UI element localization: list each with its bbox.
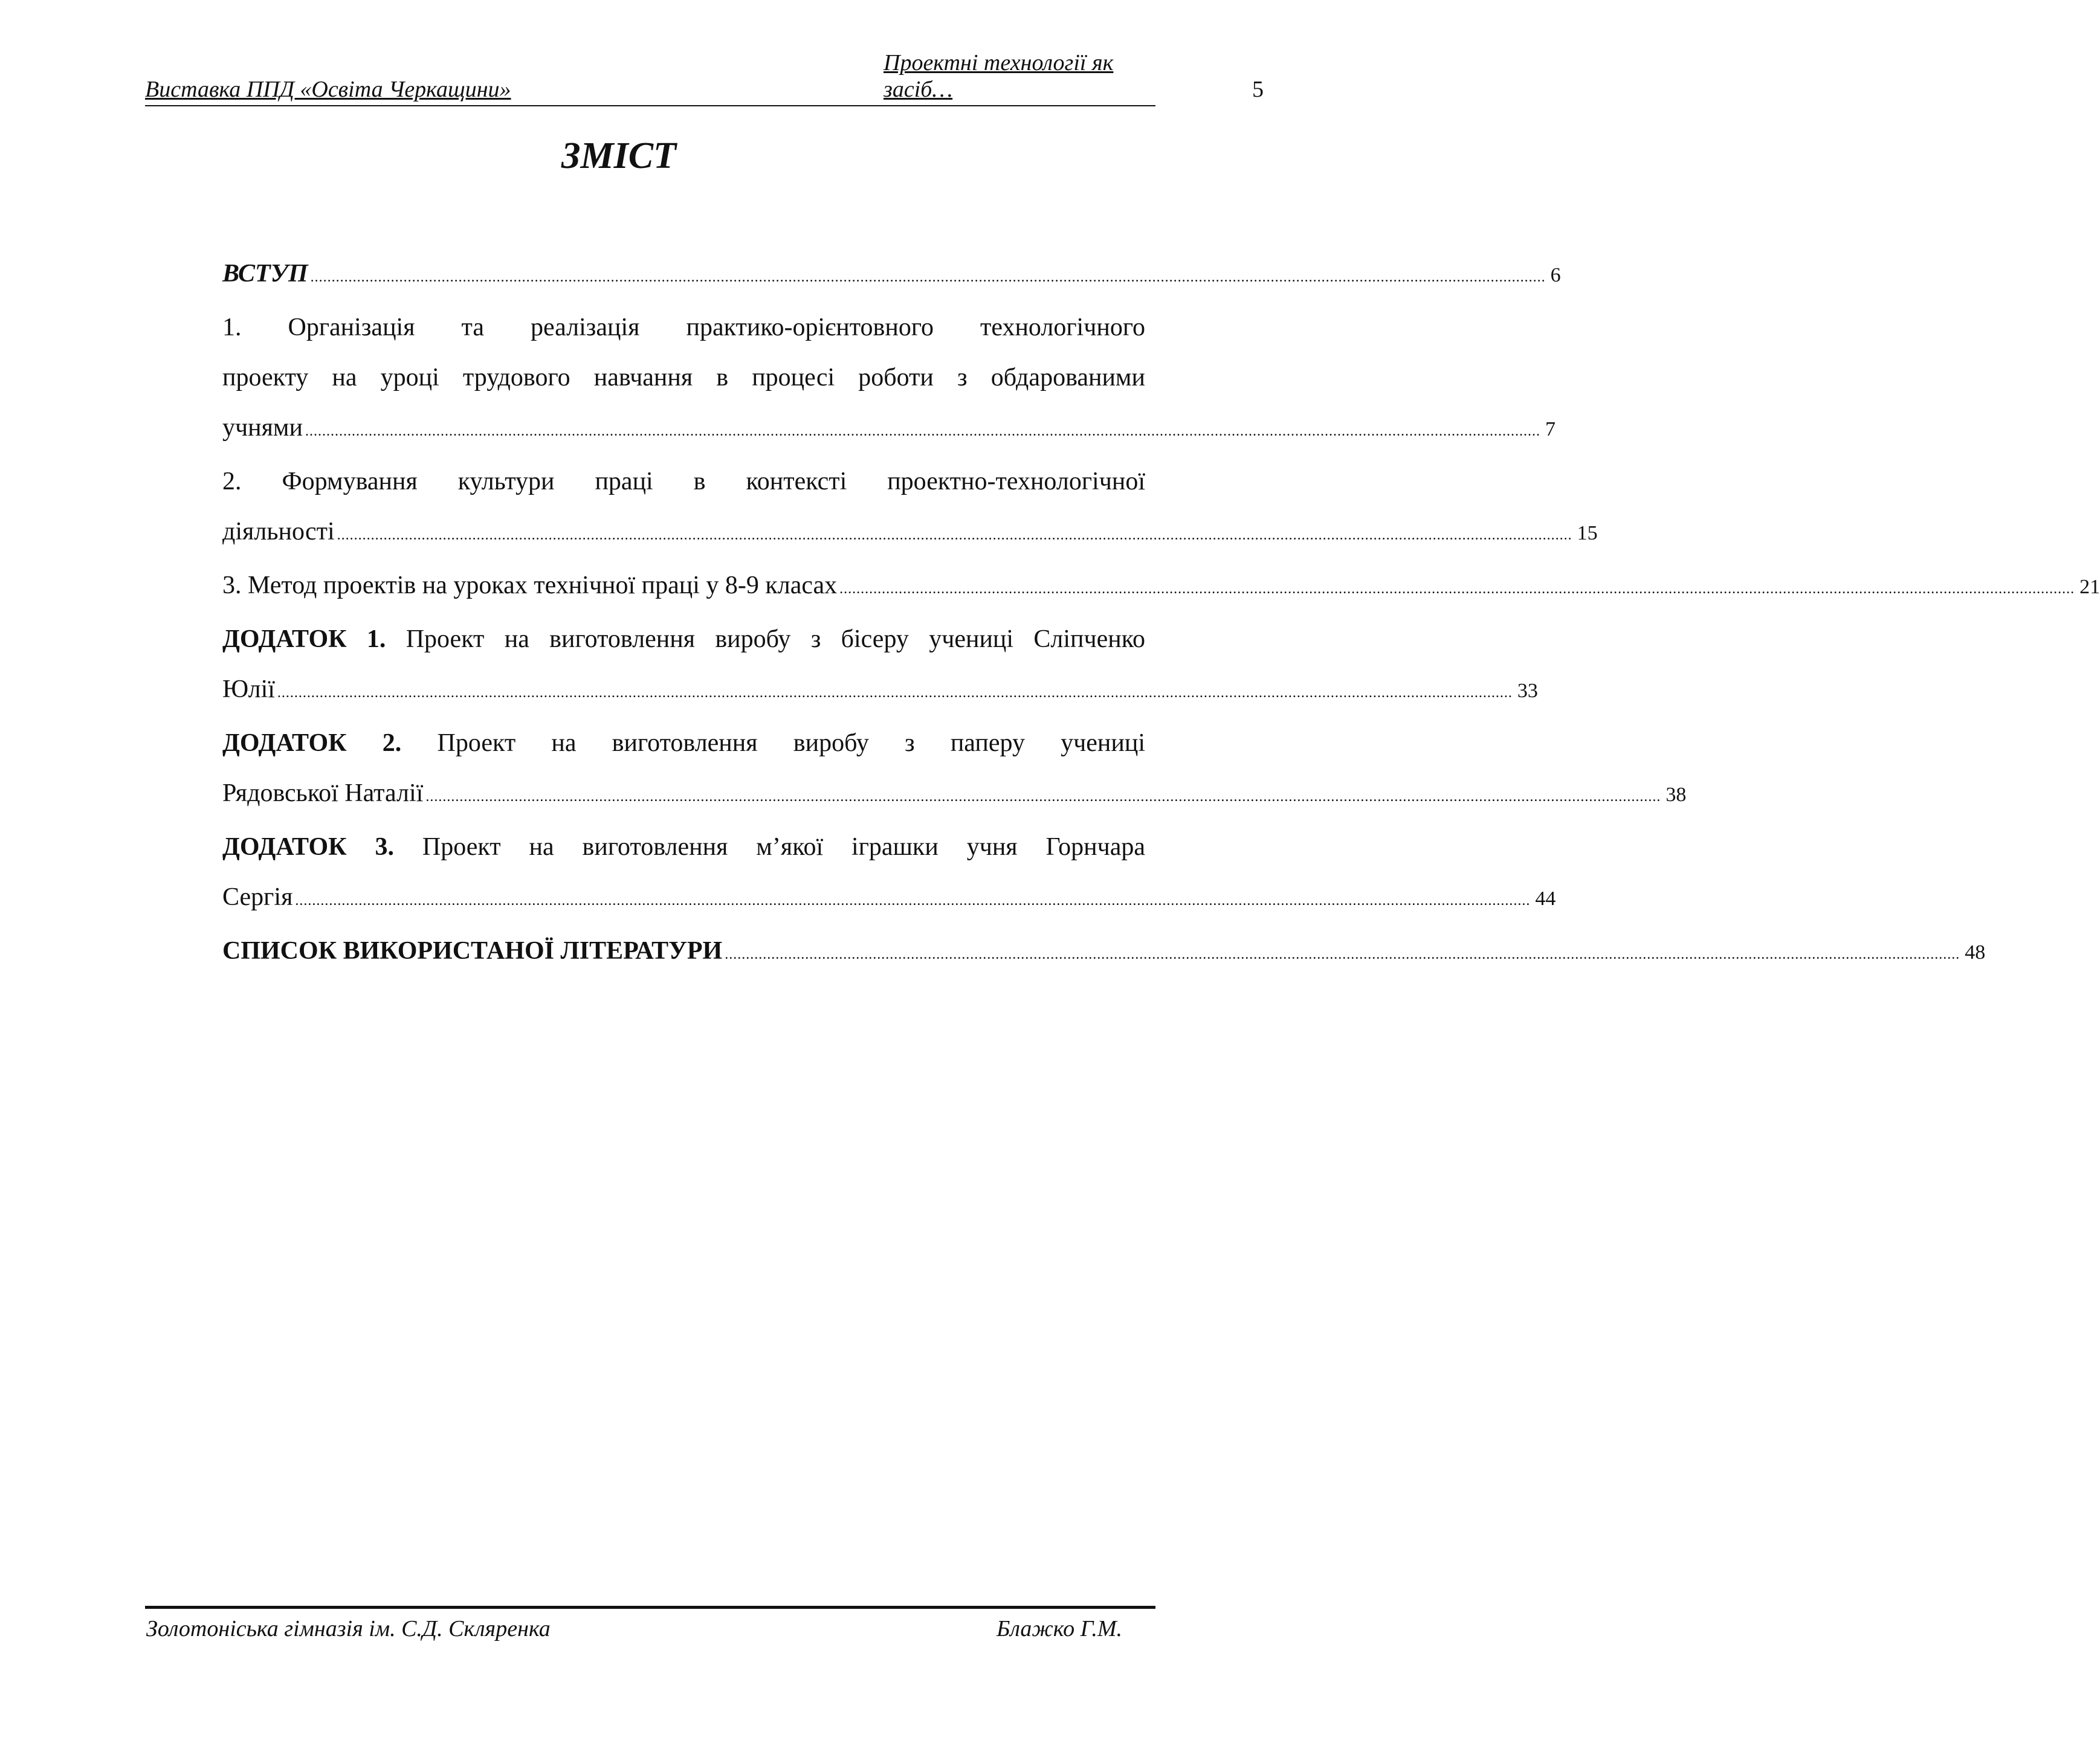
toc-page-number: 7 (1545, 418, 1556, 440)
running-footer (145, 1606, 1155, 1641)
toc-page-number: 33 (1517, 680, 1538, 702)
toc-appendix-description: Проект на виготовлення виробу з бісеру учениці Сліпченко (386, 625, 1146, 653)
toc-entry-text-line: діяльності (222, 518, 335, 546)
header-page-number: 5 (1252, 77, 1264, 102)
toc-page-number: 15 (1577, 522, 1598, 544)
toc-page-number: 48 (1965, 941, 1986, 964)
toc-page-number: 38 (1665, 784, 1687, 806)
toc-entry-text-line: Рядовської Наталії (222, 779, 424, 807)
toc-entry-label: СПИСОК ВИКОРИСТАНОЇ ЛІТЕРАТУРИ (222, 937, 723, 965)
table-of-contents (222, 249, 2100, 980)
toc-entry-text-line: 1. Організація та реалізація практико-орієнтовного технологічного (222, 314, 1145, 341)
toc-appendix-label: ДОДАТОК 3. (222, 833, 394, 861)
footer-institution: Золотоніська гімназія ім. С.Д. Скляренка (146, 1616, 551, 1641)
toc-page-number: 21 (2079, 576, 2100, 598)
toc-dot-leader (425, 772, 1661, 822)
toc-dot-leader (295, 876, 1530, 926)
header-exhibition-title: Виставка ППД «Освіта Черкащини» (145, 77, 511, 102)
toc-entry-appendix-2[interactable] (222, 718, 1687, 822)
toc-page-number: 6 (1550, 264, 1561, 286)
toc-entry-section-1[interactable] (222, 303, 1556, 457)
toc-dot-leader (839, 564, 2075, 614)
toc-entry-text-line (222, 718, 1162, 768)
header-document-title: Проектні технології як засіб… (884, 50, 1114, 102)
toc-page-number: 44 (1535, 887, 1556, 910)
toc-appendix-label: ДОДАТОК 1. (222, 625, 386, 653)
toc-entry-appendix-1[interactable] (222, 614, 1538, 718)
toc-entry-label: ВСТУП (222, 260, 308, 288)
toc-appendix-description: Проект на виготовлення виробу з паперу учениці (401, 729, 1146, 757)
toc-dot-leader (725, 930, 1960, 980)
toc-entry-text-line: Юлії (222, 675, 275, 703)
toc-entry-text-line: 3. Метод проектів на уроках технічної праці у 8-9 класах (222, 572, 838, 599)
toc-dot-leader (337, 511, 1572, 561)
toc-dot-leader (277, 668, 1513, 718)
toc-entry-section-3[interactable] (222, 561, 2100, 614)
toc-entry-text-line: Сергія (222, 883, 293, 911)
toc-entry-text-line: 2. Формування культури праці в контексті проектно-технологічної (222, 468, 1145, 495)
toc-entry-text-line: учнями (222, 414, 303, 442)
toc-entry-text-line (222, 822, 1162, 872)
running-header (145, 50, 1264, 106)
toc-entry-appendix-3[interactable] (222, 822, 1556, 926)
footer-author: Блажко Г.М. (996, 1616, 1122, 1641)
toc-entry-text-line: проекту на уроці трудового навчання в процесі роботи з обдарованими (222, 364, 1145, 391)
toc-entry-literature[interactable] (222, 926, 1986, 980)
toc-appendix-description: Проект на виготовлення м’якої іграшки учня Горнчара (394, 833, 1145, 861)
toc-dot-leader (305, 407, 1540, 457)
toc-dot-leader (311, 253, 1546, 303)
page-title: ЗМІСТ (561, 135, 677, 176)
toc-entry-intro[interactable] (222, 249, 1561, 303)
toc-entry-section-2[interactable] (222, 457, 1598, 561)
toc-entry-text-line (222, 614, 1162, 665)
toc-appendix-label: ДОДАТОК 2. (222, 729, 402, 757)
